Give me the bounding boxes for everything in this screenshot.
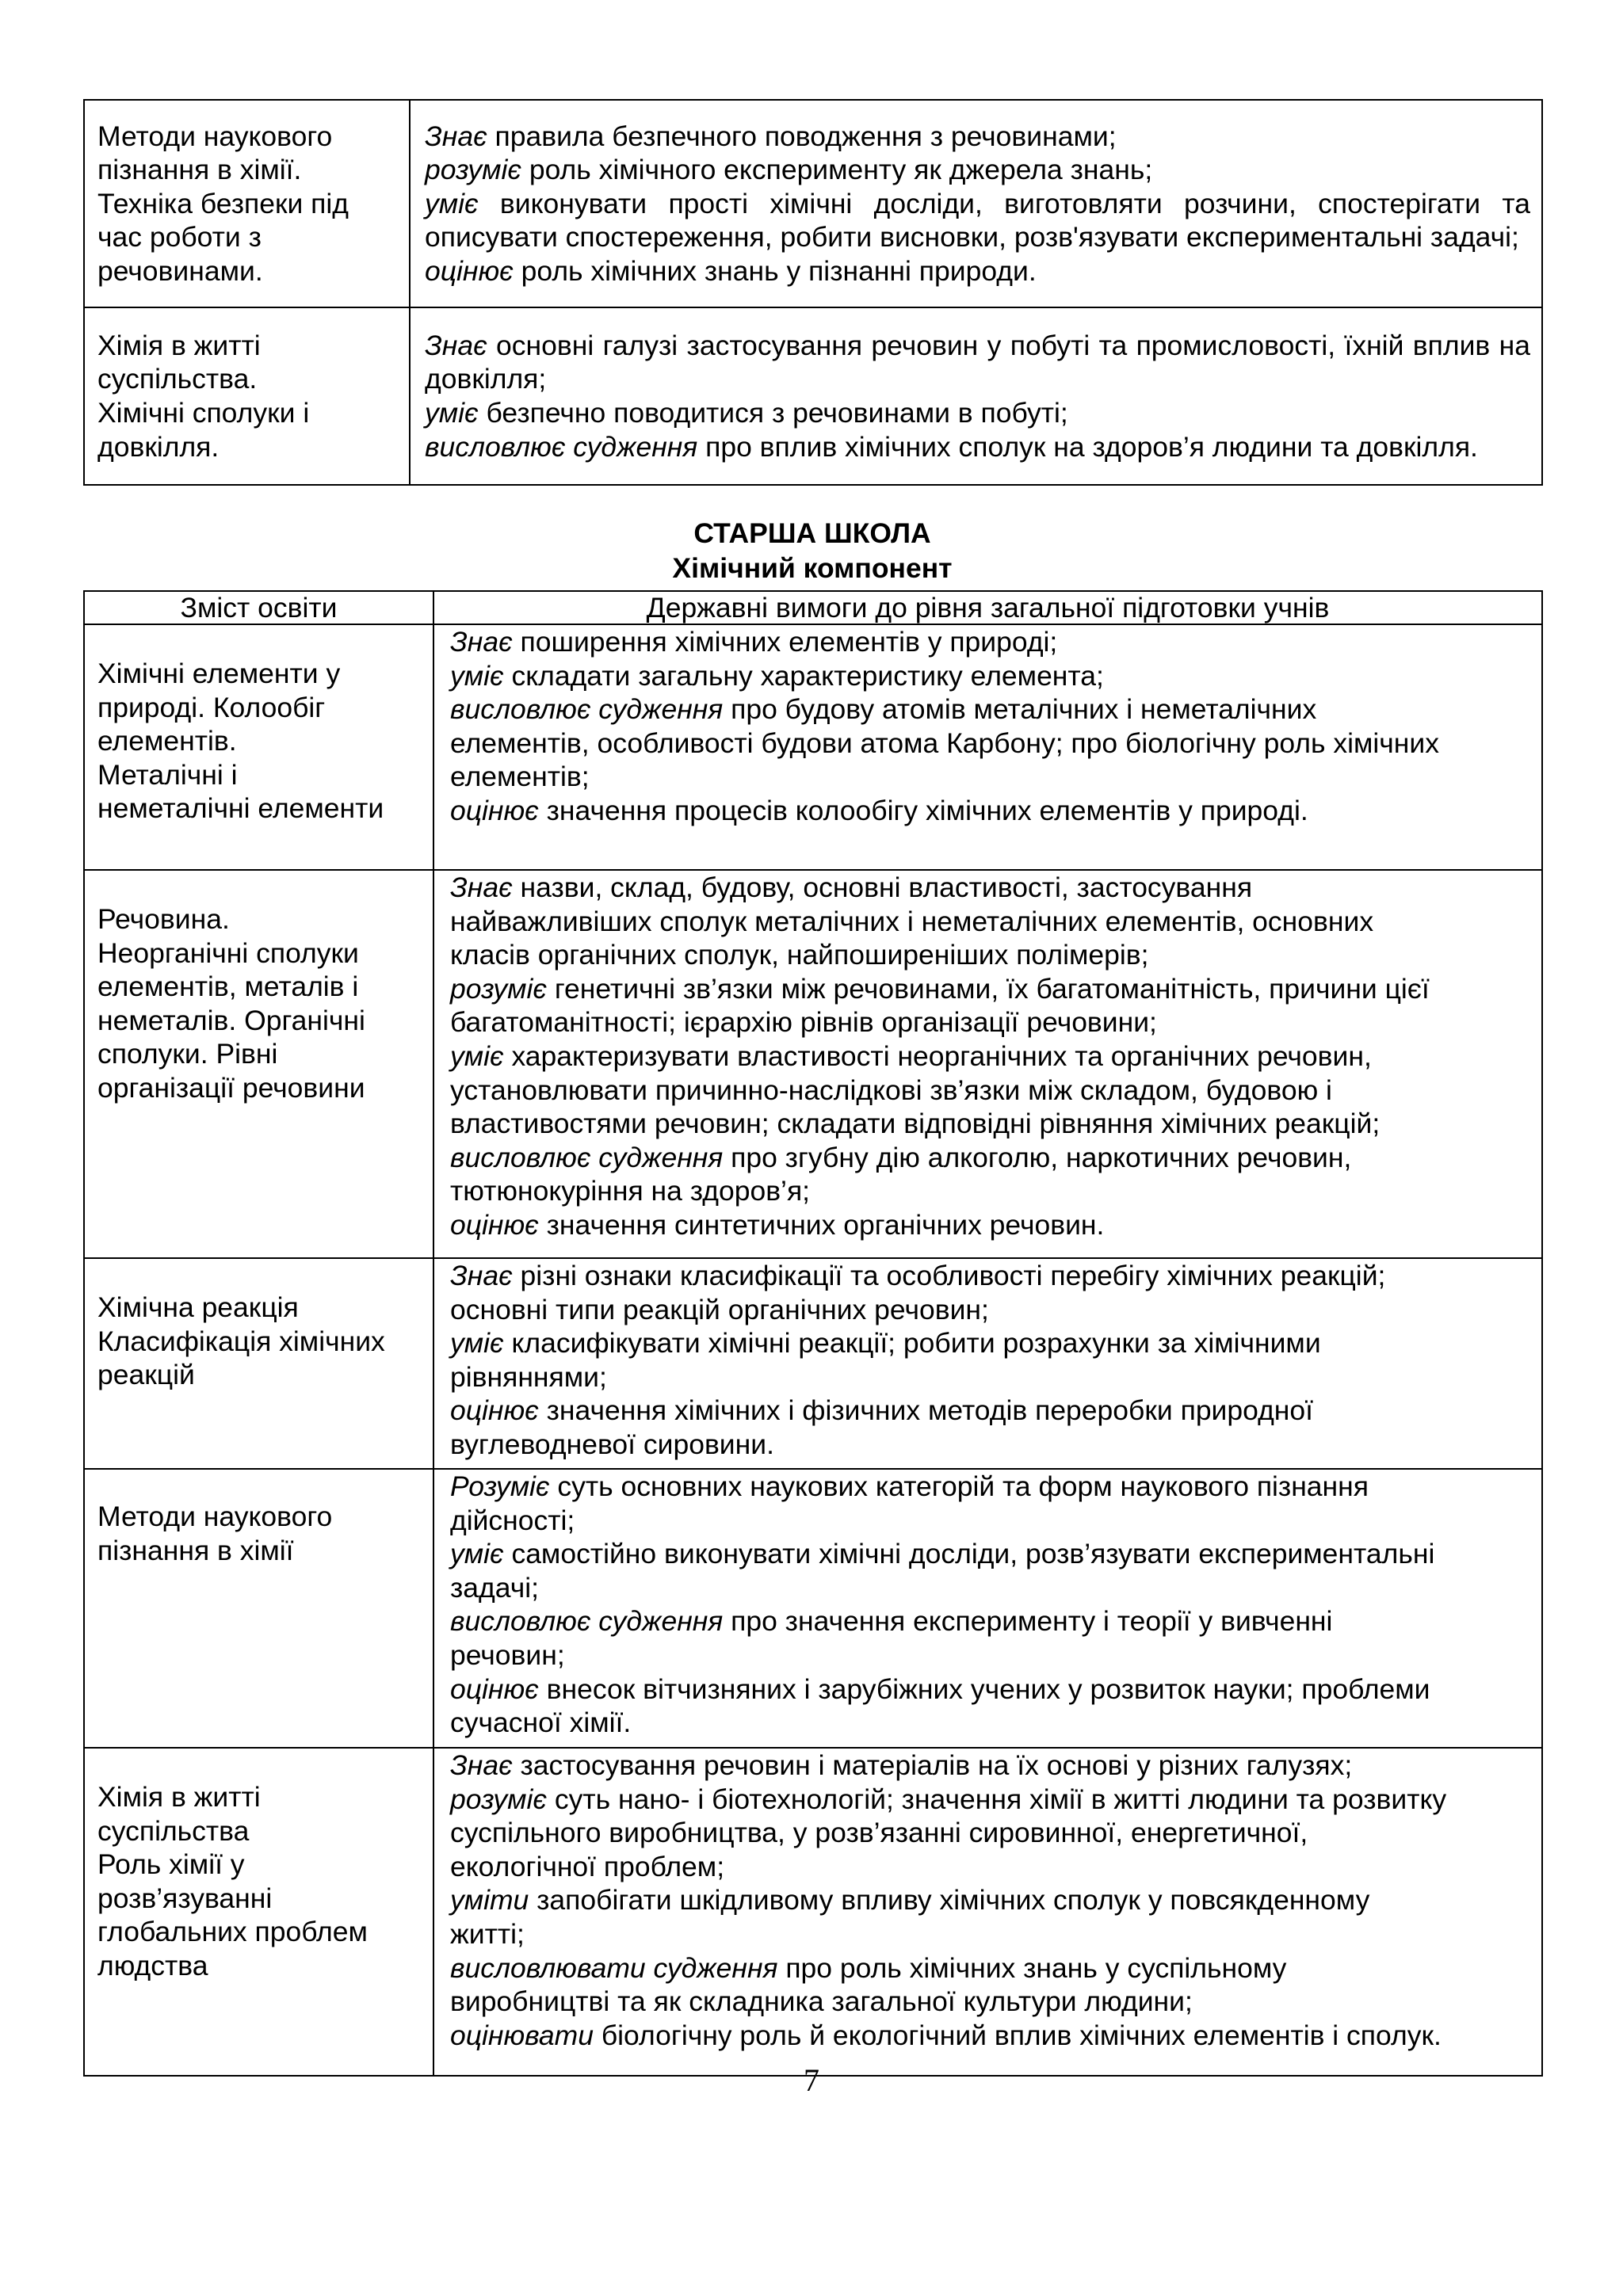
requirement-line: речовин;: [450, 1638, 565, 1671]
page-number: 7: [804, 2062, 819, 2098]
requirement-line: класів органічних сполук, найпоширеніших полімерів;: [450, 939, 1149, 971]
requirements-cell: [410, 307, 1542, 485]
requirement-line: оцінює внесок вітчизняних і зарубіжних учених у розвиток науки; проблеми: [450, 1672, 1430, 1705]
requirement-line: задачі;: [450, 1571, 539, 1604]
requirement-line: уміє складати загальну характеристику елемента;: [450, 659, 1104, 692]
table-row: [84, 100, 1542, 307]
table-row: [84, 1258, 1542, 1469]
requirement-line: екологічної проблем;: [450, 1850, 725, 1882]
requirements-cell: [433, 870, 1542, 1258]
requirement-paragraph: розуміє роль хімічного експерименту як джерела знань;: [425, 154, 1153, 186]
senior-school-requirements-table: [83, 590, 1543, 2077]
table-row: [84, 1469, 1542, 1748]
requirement-line: Знає назви, склад, будову, основні властивості, застосування: [450, 871, 1253, 903]
requirement-paragraph: оцінює роль хімічних знань у пізнанні природи.: [425, 254, 1037, 287]
requirements-cell: [433, 624, 1542, 870]
table-row: [84, 870, 1542, 1258]
requirement-line: уміти запобігати шкідливому впливу хімічних сполук у повсякденному: [450, 1884, 1370, 1917]
requirement-line: властивостями речовин; складати відповідні рівняння хімічних реакцій;: [450, 1108, 1381, 1140]
requirements-cell: [433, 1258, 1542, 1469]
requirement-line: висловлює судження про значення експерименту і теорії у вивченні: [450, 1605, 1333, 1638]
requirement-line: найважливіших сполук металічних і неметалічних елементів, основних: [450, 905, 1374, 937]
requirement-paragraph: уміє безпечно поводитися з речовинами в побуті;: [425, 397, 1068, 429]
requirement-line: Знає застосування речовин і матеріалів на їх основі у різних галузях;: [450, 1749, 1353, 1781]
requirement-line: житті;: [450, 1917, 525, 1950]
content-topic-cell: Методи наукового пізнання в хімії: [84, 1469, 433, 1748]
requirement-line: розуміє генетичні зв’язки між речовинами, їх багатоманітність, причини цієї: [450, 972, 1430, 1005]
requirement-line: оцінювати біологічну роль й екологічний вплив хімічних елементів і сполук.: [450, 2019, 1442, 2051]
requirement-line: Знає різні ознаки класифікації та особливості перебігу хімічних реакцій;: [450, 1260, 1386, 1291]
requirement-line: рівняннями;: [450, 1360, 607, 1393]
column-header-content: Зміст освіти: [84, 591, 433, 624]
requirement-line: суспільного виробництва, у розв’язанні сировинної, енергетичної,: [450, 1817, 1308, 1849]
requirement-line: оцінює значення синтетичних органічних речовин.: [450, 1208, 1105, 1241]
requirement-line: висловлювати судження про роль хімічних знань у суспільному: [450, 1951, 1287, 1984]
table-row: [84, 1748, 1542, 2076]
content-topic-cell: Речовина. Неорганічні сполуки елементів, металів і неметалів. Органічні сполуки. Рівні організації речовини: [84, 870, 433, 1258]
table-header-row: [84, 591, 1542, 624]
requirements-cell: [433, 1748, 1542, 2076]
requirement-line: уміє самостійно виконувати хімічні досліди, розв’язувати експериментальні: [450, 1538, 1435, 1570]
table-row: [84, 624, 1542, 870]
requirement-paragraph: Знає правила безпечного поводження з речовинами;: [425, 120, 1117, 152]
requirement-line: Розуміє суть основних наукових категорій та форм наукового пізнання: [450, 1470, 1369, 1502]
requirement-line: тютюнокуріння на здоров’я;: [450, 1175, 811, 1207]
requirement-line: оцінює значення процесів колообігу хімічних елементів у природі.: [450, 794, 1308, 826]
column-header-requirements: Державні вимоги до рівня загальної підготовки учнів: [433, 591, 1542, 624]
requirement-line: Знає поширення хімічних елементів у природі;: [450, 626, 1058, 658]
basic-school-requirements-table: [83, 99, 1543, 486]
requirement-line: дійсності;: [450, 1504, 575, 1536]
content-topic-cell: Хімічні елементи у природі. Колообіг елементів. Металічні і неметалічні елементи: [84, 624, 433, 870]
requirement-paragraph: Знає основні галузі застосування речовин у побуті та промисловості, їхній вплив на довкілля;: [425, 329, 1530, 395]
requirement-line: елементів, особливості будови атома Карбону; про біологічну роль хімічних: [450, 727, 1439, 759]
requirement-line: основні типи реакцій органічних речовин;: [450, 1293, 989, 1325]
requirement-line: уміє класифікувати хімічні реакції; робити розрахунки за хімічними: [450, 1327, 1321, 1360]
requirement-line: розуміє суть нано- і біотехнологій; значення хімії в житті людини та розвитку: [450, 1783, 1447, 1815]
requirements-cell: [433, 1469, 1542, 1748]
requirement-line: виробництві та як складника загальної культури людини;: [450, 1985, 1193, 2018]
requirement-line: установлювати причинно-наслідкові зв’язки між складом, будовою і: [450, 1074, 1332, 1106]
requirement-paragraph: уміє виконувати прості хімічні досліди, виготовляти розчини, спостерігати та описувати спостереження, робити висновки, розв'язувати експериментальні задачі;: [425, 187, 1530, 254]
requirement-line: вуглеводневої сировини.: [450, 1428, 774, 1460]
requirement-line: уміє характеризувати властивості неорганічних та органічних речовин,: [450, 1039, 1372, 1072]
requirement-line: багатоманітності; ієрархію рівнів організації речовини;: [450, 1006, 1157, 1039]
requirement-line: висловлює судження про будову атомів металічних і неметалічних: [450, 693, 1317, 726]
content-topic-cell: Хімічна реакція Класифікація хімічних реакцій: [84, 1258, 433, 1469]
requirement-line: елементів;: [450, 761, 590, 793]
section-subtitle: Хімічний компонент: [672, 552, 953, 584]
content-topic-cell: Хімія в житті суспільства Роль хімії у розв’язуванні глобальних проблем людства: [84, 1748, 433, 2076]
requirement-paragraph: висловлює судження про вплив хімічних сполук на здоров’я людини та довкілля.: [425, 430, 1478, 463]
section-title: СТАРША ШКОЛА: [693, 517, 931, 549]
content-topic-cell: Методи наукового пізнання в хімії. Техніка безпеки під час роботи з речовинами.: [84, 100, 410, 307]
table-row: [84, 307, 1542, 485]
requirement-line: оцінює значення хімічних і фізичних методів переробки природної: [450, 1394, 1314, 1427]
requirement-line: висловлює судження про згубну дію алкоголю, наркотичних речовин,: [450, 1141, 1352, 1173]
content-topic-cell: Хімія в житті суспільства. Хімічні сполуки і довкілля.: [84, 307, 410, 485]
requirement-line: сучасної хімії.: [450, 1707, 632, 1739]
requirements-cell: [410, 100, 1542, 307]
